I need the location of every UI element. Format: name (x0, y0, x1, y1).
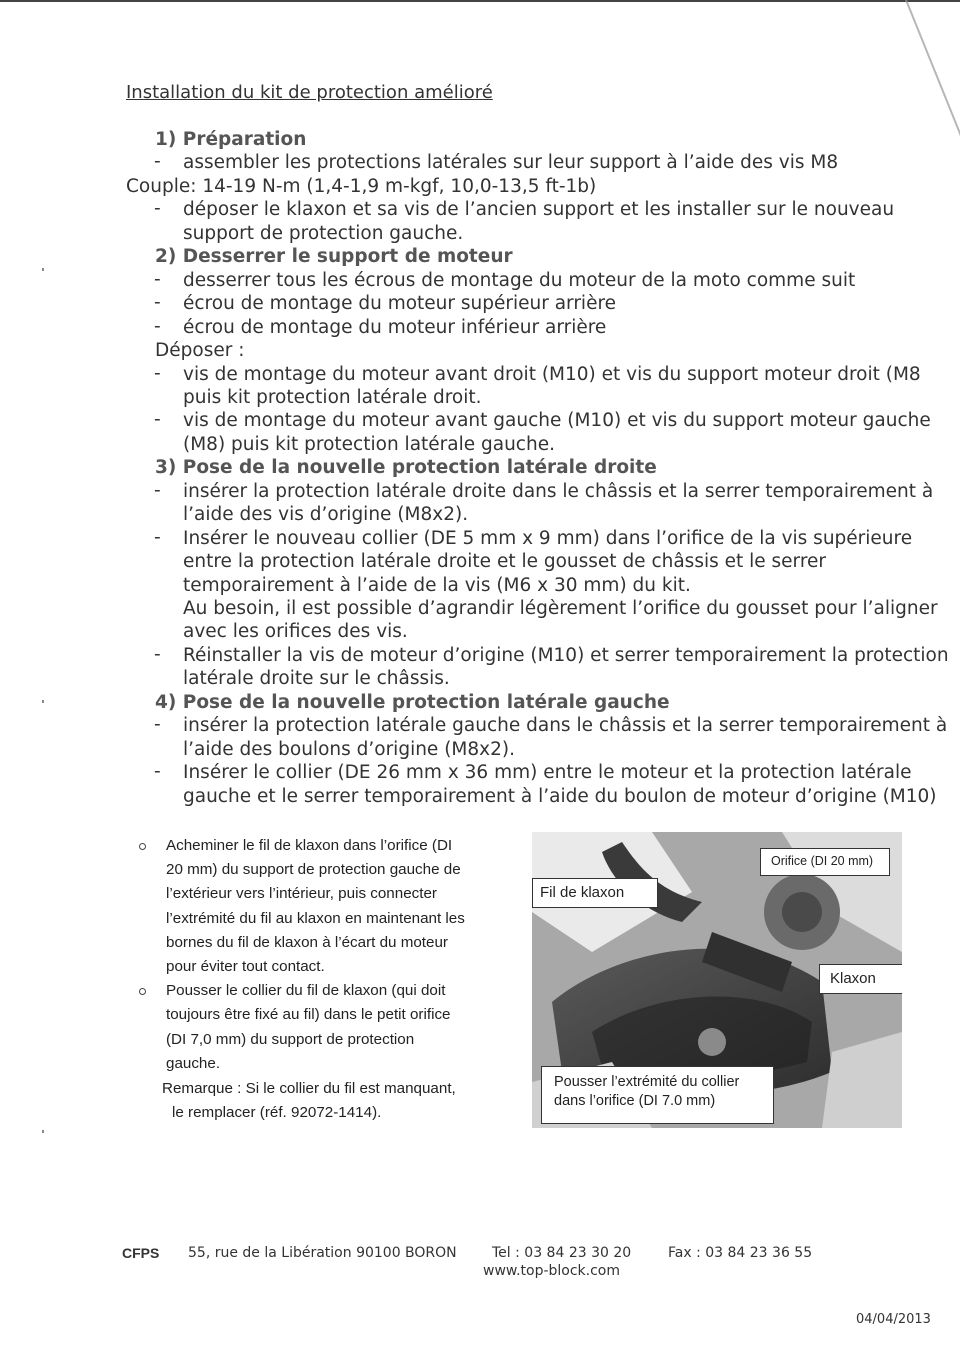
list-dash: - (154, 268, 161, 290)
instruction-line: l’aide des vis d’origine (M8x2). (183, 504, 469, 526)
instruction-line: déposer le klaxon et sa vis de l’ancien support et les installer sur le nouveau (183, 199, 895, 221)
instruction-line: Insérer le nouveau collier (DE 5 mm x 9 mm) dans l’orifice de la vis supérieure (183, 527, 913, 549)
klaxon-photo (532, 832, 902, 1128)
instruction-line: (M8) puis kit protection latérale gauche. (183, 433, 555, 455)
list-dash: - (154, 151, 161, 173)
list-dash: - (154, 292, 161, 314)
list-dash: - (154, 409, 161, 431)
instruction-line: vis de montage du moteur avant gauche (M10) et vis du support moteur gauche (183, 410, 931, 432)
bullet-line: pour éviter tout contact. (166, 958, 325, 975)
bullet-line: gauche. (166, 1054, 221, 1072)
instruction-line: Réinstaller la vis de moteur d’origine (M10) et serrer temporairement la protection (183, 644, 949, 666)
instruction-line: entre la protection latérale droite et le gousset de châssis et le serrer (183, 551, 827, 573)
section-heading: 3) Pose de la nouvelle protection latérale droite (155, 457, 657, 479)
list-dash: - (154, 526, 161, 548)
bullet-line: l’extérieur vers l’intérieur, puis connecter (166, 885, 437, 903)
bullet-line: l’extrémité du fil au klaxon en maintenant les (166, 909, 465, 927)
instruction-line: desserrer tous les écrous de montage du moteur de la moto comme suit (183, 269, 856, 291)
instruction-line: insérer la protection latérale gauche dans le châssis et la serrer temporairement à (183, 715, 948, 737)
instruction-line: l’aide des boulons d’origine (M8x2). (183, 738, 515, 760)
label-fil-klaxon: Fil de klaxon (532, 878, 658, 908)
instruction-line: écrou de montage du moteur supérieur arrière (183, 293, 617, 315)
instruction-line: puis kit protection latérale droit. (183, 386, 482, 408)
instruction-line: insérer la protection latérale droite dans le châssis et la serrer temporairement à (183, 480, 934, 502)
section-heading: 1) Préparation (155, 129, 307, 150)
instruction-line: Insérer le collier (DE 26 mm x 36 mm) entre le moteur et la protection latérale (183, 762, 912, 784)
instruction-line: Déposer : (155, 340, 245, 362)
bullet-dot-icon (139, 988, 146, 995)
scan-speck (42, 268, 44, 271)
footer-web: www.top-block.com (483, 1263, 621, 1279)
label-orifice: Orifice (DI 20 mm) (760, 848, 890, 876)
footer-date: 04/04/2013 (856, 1312, 931, 1327)
bullet-dot-icon (139, 843, 146, 850)
instruction-line: écrou de montage du moteur inférieur arrière (183, 316, 607, 338)
instruction-line: assembler les protections latérales sur leur support à l’aide des vis M8 (183, 152, 839, 174)
instruction-line: avec les orifices des vis. (183, 621, 408, 643)
scan-speck (42, 700, 44, 703)
scan-speck (42, 1130, 44, 1133)
bullet-line: (DI 7,0 mm) du support de protection (166, 1030, 415, 1048)
list-dash: - (154, 362, 161, 384)
instruction-line: latérale droite sur le châssis. (183, 668, 450, 690)
list-dash: - (154, 714, 161, 736)
company-name: CFPS (122, 1245, 160, 1261)
bullet-line: Pousser le collier du fil de klaxon (qui doit (166, 982, 446, 1000)
footer-address: 55, rue de la Libération 90100 BORON (188, 1245, 457, 1261)
bullet-line: bornes du fil de klaxon à l’écart du moteur (166, 933, 448, 951)
instruction-line: Couple: 14-19 N-m (1,4-1,9 m-kgf, 10,0-13,5 ft-1b) (126, 175, 597, 197)
bullet-line: Acheminer le fil de klaxon dans l’orifice (DI (166, 837, 453, 854)
footer-fax: Fax : 03 84 23 36 55 (668, 1245, 813, 1261)
scan-top-edge (0, 0, 960, 2)
remark-line-2: le remplacer (réf. 92072-1414). (172, 1104, 382, 1121)
scan-corner-mark (905, 0, 960, 139)
list-dash: - (154, 479, 161, 501)
label-pousser-line-2: dans l’orifice (DI 7.0 mm) (554, 1093, 716, 1109)
section-heading: 4) Pose de la nouvelle protection latérale gauche (155, 691, 670, 713)
list-dash: - (154, 198, 161, 220)
instruction-line: temporairement à l’aide de la vis (M6 x 30 mm) du kit. (183, 574, 691, 596)
bullet-line: 20 mm) du support de protection gauche de (166, 861, 461, 879)
list-dash: - (154, 315, 161, 337)
bullet-line: toujours être fixé au fil) dans le petit orifice (166, 1006, 451, 1024)
list-dash: - (154, 643, 161, 665)
list-dash: - (154, 761, 161, 783)
instruction-line: vis de montage du moteur avant droit (M10) et vis du support moteur droit (M8 (183, 363, 921, 385)
remark-line-1: Remarque : Si le collier du fil est manquant, (162, 1080, 456, 1097)
instruction-line: Au besoin, il est possible d’agrandir légèrement l’orifice du gousset pour l’aligner (183, 598, 938, 619)
footer-tel: Tel : 03 84 23 30 20 (492, 1245, 632, 1261)
section-heading: 2) Desserrer le support de moteur (155, 246, 513, 268)
footer-company (122, 1245, 159, 1262)
document-title: Installation du kit de protection amélioré (126, 82, 493, 103)
label-pousser-line-1: Pousser l’extrémité du collier (554, 1074, 740, 1090)
instruction-line: support de protection gauche. (183, 222, 464, 244)
label-klaxon: Klaxon (819, 964, 902, 994)
label-pousser (541, 1066, 774, 1124)
instruction-line: gauche et le serrer temporairement à l’aide du boulon de moteur d’origine (M10) (183, 785, 937, 807)
